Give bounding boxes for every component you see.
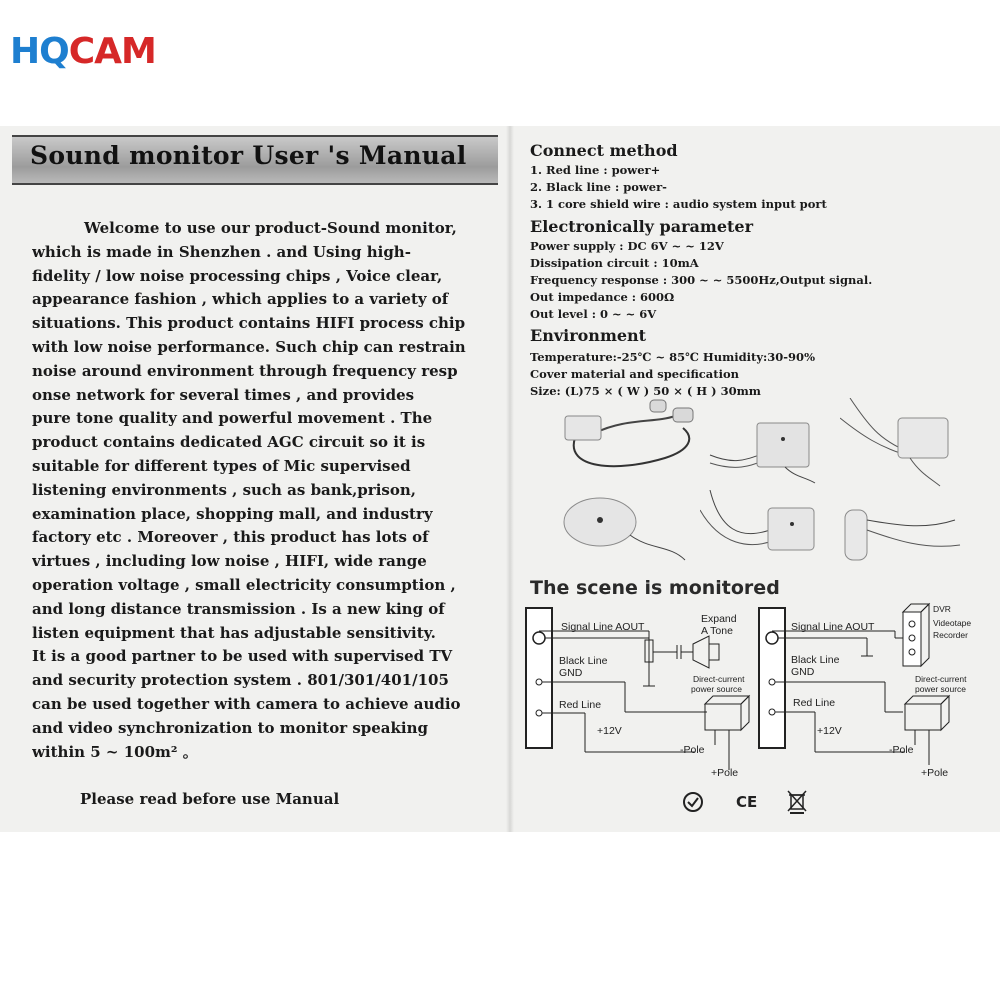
paragraph-line: fidelity / low noise processing chips , Voice clear, bbox=[32, 266, 443, 285]
dvr-label: DVR bbox=[933, 604, 951, 614]
expand-label: Expand bbox=[701, 613, 737, 625]
logo-cam: CAM bbox=[68, 31, 156, 72]
paragraph-line: appearance fashion , which applies to a variety of bbox=[32, 290, 449, 309]
scene-title: The scene is monitored bbox=[530, 577, 780, 599]
negative-pole-label: -Pole bbox=[889, 744, 914, 756]
paragraph-line: operation voltage , small electricity consumption , bbox=[32, 575, 456, 594]
power-source-label: power source bbox=[691, 684, 743, 694]
paragraph-line: within 5 ~ 100m² 。 bbox=[32, 742, 198, 761]
manual-title: Sound monitor User 's Manual bbox=[30, 141, 467, 170]
paragraph-line: and security protection system . 801/301/401/105 bbox=[32, 671, 449, 690]
speaker-icon bbox=[693, 636, 709, 668]
product-photo-wired-box bbox=[840, 398, 960, 488]
recorder-label: Recorder bbox=[933, 630, 968, 640]
paragraph-line: noise around environment through frequency resp bbox=[32, 361, 458, 380]
weee-bin-icon bbox=[786, 789, 808, 815]
tone-label: A Tone bbox=[701, 625, 733, 637]
environment-item: Size: (L)75 × ( W ) 50 × ( H ) 30mm bbox=[530, 384, 761, 398]
paragraph-line: and video synchronization to monitor speaking bbox=[32, 718, 428, 737]
red-line-label: Red Line bbox=[793, 697, 836, 709]
electrical-item: Dissipation circuit : 10mA bbox=[530, 256, 699, 270]
electrical-item: Out impedance : 600Ω bbox=[530, 290, 675, 304]
wiring-diagram-speaker bbox=[525, 600, 755, 785]
dc-label: Direct-current bbox=[915, 674, 967, 684]
paragraph-line: can be used together with camera to achieve audio bbox=[32, 694, 461, 713]
paragraph-line: pure tone quality and powerful movement . The bbox=[32, 409, 433, 428]
paragraph-line: product contains dedicated AGC circuit so it is bbox=[32, 433, 426, 452]
paragraph-line: listening environments , such as bank,prison, bbox=[32, 480, 416, 499]
paragraph-line: onse network for several times , and provides bbox=[32, 385, 415, 404]
wiring-diagram-dvr bbox=[755, 600, 985, 785]
page-fold bbox=[506, 126, 514, 832]
signal-line-label: Signal Line AOUT bbox=[561, 621, 645, 633]
electrical-item: Out level : 0 ~ ~ 6V bbox=[530, 307, 657, 321]
videotape-label: Videotape bbox=[933, 618, 972, 628]
product-photo-box-unit bbox=[705, 405, 825, 485]
black-line-label: Black Line bbox=[791, 654, 840, 666]
ce-mark-icon: CE bbox=[736, 793, 758, 811]
electrical-item: Frequency response : 300 ~ ~ 5500Hz,Output signal. bbox=[530, 273, 873, 287]
paragraph-line: examination place, shopping mall, and industry bbox=[32, 504, 433, 523]
connect-item: 3. 1 core shield wire : audio system input port bbox=[530, 197, 827, 211]
electrical-item: Power supply : DC 6V ~ ~ 12V bbox=[530, 239, 724, 253]
negative-pole-label: -Pole bbox=[680, 744, 705, 756]
gnd-label: GND bbox=[791, 666, 815, 678]
environment-item: Cover material and specification bbox=[530, 367, 739, 381]
paragraph-line: virtues , including low noise , HIFI, wide range bbox=[32, 552, 427, 571]
intro-paragraph bbox=[32, 217, 478, 764]
environment-heading: Environment bbox=[530, 326, 647, 345]
signal-line-label: Signal Line AOUT bbox=[791, 621, 875, 633]
connect-item: 2. Black line : power- bbox=[530, 180, 667, 194]
read-manual-note: Please read before use Manual bbox=[80, 790, 340, 808]
red-line-label: Red Line bbox=[559, 699, 602, 711]
black-line-label: Black Line bbox=[559, 655, 608, 667]
power-source-box bbox=[705, 704, 741, 730]
paragraph-line: It is a good partner to be used with supervised TV bbox=[32, 647, 453, 666]
paragraph-line: factory etc . Moreover , this product has lots of bbox=[32, 528, 429, 547]
environment-item: Temperature:-25℃ ~ 85℃ Humidity:30-90% bbox=[530, 350, 815, 364]
paragraph-line: situations. This product contains HIFI process chip bbox=[32, 314, 466, 333]
positive-pole-label: +Pole bbox=[921, 767, 949, 779]
power-source-label: power source bbox=[915, 684, 967, 694]
voltage-label: +12V bbox=[597, 725, 622, 737]
dvr-recorder bbox=[903, 612, 921, 666]
paragraph-line: Welcome to use our product-Sound monitor, bbox=[84, 219, 457, 237]
gnd-label: GND bbox=[559, 667, 583, 679]
product-photo-stick-unit bbox=[835, 490, 965, 570]
title-banner bbox=[12, 135, 498, 185]
paragraph-line: which is made in Shenzhen . and Using high- bbox=[32, 242, 411, 261]
paragraph-line: and long distance transmission . Is a new king of bbox=[32, 599, 445, 618]
logo-hq: HQ bbox=[10, 31, 69, 72]
product-photo-cable-unit bbox=[555, 398, 705, 478]
paragraph-line: with low noise performance. Such chip can restrain bbox=[32, 337, 466, 356]
dc-label: Direct-current bbox=[693, 674, 745, 684]
product-photo-small-box bbox=[700, 490, 830, 570]
connect-item: 1. Red line : power+ bbox=[530, 163, 661, 177]
check-circle-icon bbox=[682, 791, 704, 813]
connect-method-heading: Connect method bbox=[530, 141, 678, 160]
product-photo-dome-unit bbox=[560, 490, 690, 570]
voltage-label: +12V bbox=[817, 725, 842, 737]
power-source-box bbox=[905, 704, 941, 730]
paragraph-line: listen equipment that has adjustable sensitivity. bbox=[32, 623, 436, 642]
paragraph-line: suitable for different types of Mic supervised bbox=[32, 456, 411, 475]
electrical-heading: Electronically parameter bbox=[530, 217, 753, 236]
positive-pole-label: +Pole bbox=[711, 767, 739, 779]
brand-logo bbox=[10, 31, 156, 72]
